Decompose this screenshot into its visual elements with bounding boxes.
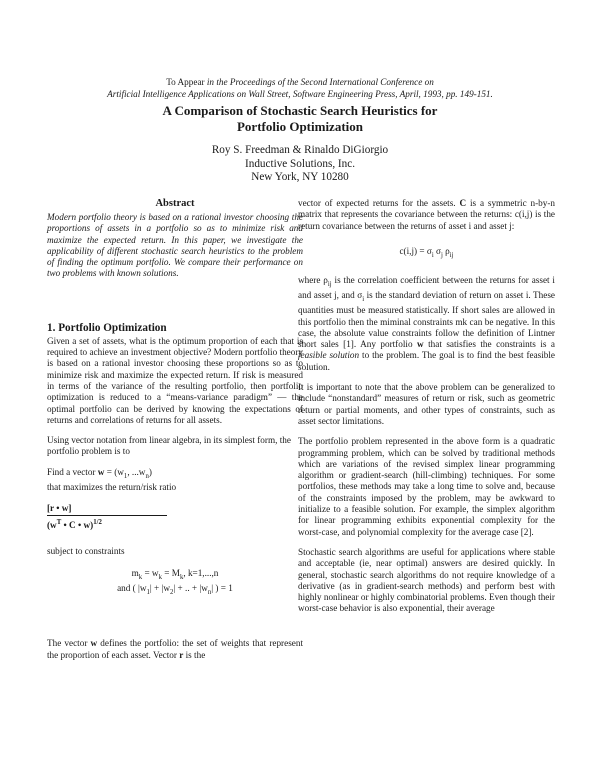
section1-para-3: The vector w defines the portfolio: the set of weights that represent the proportion of each asset. Vector r is the [47,638,303,660]
abstract-text: Modern portfolio theory is based on a rational investor choosing the proportions of assets in a portfolio so as to minimize risk and maximize the expected return. In this paper, we investigate the applicability of different stochastic search heuristics to the problem of finding the optimum portfolio. We compare their performance on two problems with known solutions. [47,212,303,279]
maximize-line: that maximizes the return/risk ratio [47,481,177,492]
constraint-1: $m_k = w_k = M_k$, k=1,...,n [131,568,219,581]
right-para-2: where $\rho_{ij}$ is the correlation coefficient between the returns for asset i and asset j, and $\sigma_i$ is the standard deviation of return on asset i. These quantities must be measured statistically. If short sales are allowed in this portfolio then the miminal constraints mk can be negative. In this case, the absolute value constraints follow the definition of Lintner short sales [1]. Any portfolio w that satisfies the constraints is a feasible solution to the problem. The goal is to find the best feasible solution. [298,275,556,372]
section1-para-2: Using vector notation from linear algebra, in its simplest form, the portfolio problem is to [47,435,291,457]
ratio-denominator: ($w^T$ • C • w)$^{1/2}$ [47,519,102,531]
paper-title [0,103,600,135]
author-city: New York, NY 10280 [251,171,349,184]
find-vector-line: Find a vector $w = (w_1$, $...w_n$) [47,466,152,480]
appear-prefix: To Appear [166,77,207,87]
abstract-heading: Abstract [155,198,195,209]
publication-note [0,77,600,100]
appear-venue: in the Proceedings of the Second International Conference on [206,77,434,87]
title-line-2: Portfolio Optimization [236,119,363,134]
right-para-3: It is important to note that the above problem can be generalized to include “nonstandard” measures of return or risk, such as geometric return or partial moments, and other types of constraints, such as asset sector limitations. [298,382,555,426]
subject-line: subject to constraints [47,545,125,556]
right-para-4: The portfolio problem represented in the above form is a quadratic programming problem, which can be solved by traditional methods which are variations of the revised simplex linear programming algorithm or gradient-search (hill-climbing) techniques. For some portfolios, these methods may take a long time to solve and, because of the constraints imposed by the problem, may be awkward to initialize to a feasible solution. For example, the simplex algorithm for linear programming exhibits exponential complexity for the worst-case, and polynomial complexity for the average case [2]. [298,436,555,537]
section1-para-1: Given a set of assets, what is the optimum proportion of each that is required to achieve an investment objective? Modern portfolio theory is based on a rational investor choosing these proportions so as to minimize risk and maximize the expected return. If risk is measured in terms of the variance of the resulting portfolio, then portfolio optimization is reduced to a “means-variance paradigm” — the optimal portfolio can be derived by knowing the expectations of returns and correlations of returns for all assets. [47,335,303,425]
section-heading: 1. Portfolio Optimization [47,321,167,334]
covariance-equation: $c(i,j) = \sigma_i$ $\sigma_j$ $\rho_{ij}$ [399,245,454,259]
author-org: Inductive Solutions, Inc. [245,157,355,170]
left-column [47,198,303,661]
author-names: Roy S. Freedman & Rinaldo DiGiorgio [211,144,389,156]
title-line-1: A Comparison of Stochastic Search Heuristics for [162,103,438,118]
right-para-1: vector of expected returns for the assets. C is a symmetric n-by-n matrix that represents the covariance between the returns: c(i,j) is the return covariance between the returns of asset i and asset j: [298,198,556,231]
appear-venue-2: Artificial Intelligence Applications on Wall Street, Software Engineering Press, April, 1993, pp. 149-151. [107,88,493,99]
author-block [0,144,600,185]
ratio-numerator: [r • w] [47,503,167,516]
right-para-5: Stochastic search algorithms are useful for applications where stable and acceptable (ie, near optimal) answers are desired quickly. In general, stochastic search algorithms do not require knowledge of a derivative (as in gradient-search methods) and perform best with highly nonlinear or highly combinatorial problems. Even though their worst-case behavior is also exponential, their average [298,546,555,614]
right-column [298,198,555,615]
return-risk-ratio [47,503,167,532]
constraints-block [47,568,303,598]
constraint-2: and ( $|w_1| + |w_2|$ + .. + $|w_n|$ ) = 1 [117,583,233,597]
